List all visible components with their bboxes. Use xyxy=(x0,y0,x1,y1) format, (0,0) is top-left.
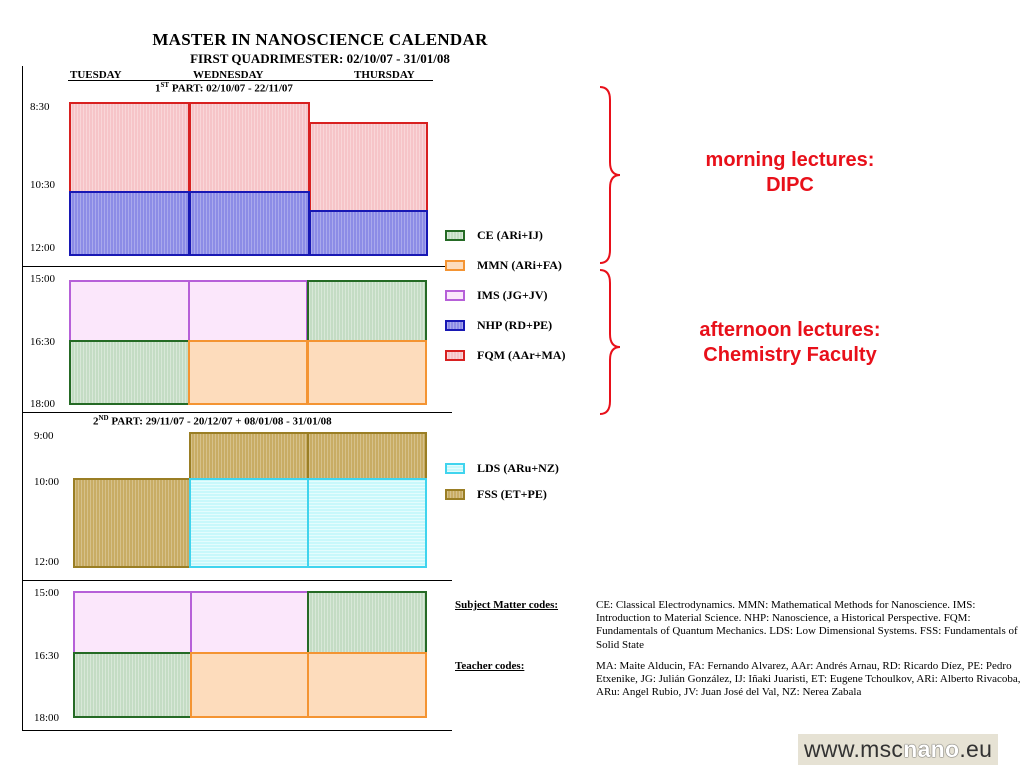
legend-label: FQM (AAr+MA) xyxy=(477,347,566,362)
lecture-block-fqm xyxy=(309,122,428,212)
legend-swatch-nhp xyxy=(445,320,465,331)
day-header-tuesday: TUESDAY xyxy=(70,69,122,81)
lecture-block-mmn xyxy=(307,652,427,718)
legend-label: FSS (ET+PE) xyxy=(477,486,547,501)
legend-swatch-fqm xyxy=(445,350,465,361)
time-label: 10:30 xyxy=(30,179,56,191)
lecture-block-fqm xyxy=(189,102,310,193)
lecture-block-fss xyxy=(73,478,191,568)
calendar-subtitle: FIRST QUADRIMESTER: 02/10/07 - 31/01/08 xyxy=(190,51,450,66)
calendar-frame-bottom xyxy=(22,730,452,731)
calendar-frame-left xyxy=(22,66,23,730)
time-label: 10:00 xyxy=(34,476,60,488)
afternoon-lectures-note xyxy=(655,318,925,368)
lecture-block-ce xyxy=(307,591,427,654)
legend-label: NHP (RD+PE) xyxy=(477,317,553,332)
lecture-block-lds xyxy=(307,478,427,568)
lecture-block-mmn xyxy=(307,340,427,405)
lecture-block-fss xyxy=(189,432,309,480)
lecture-block-ce xyxy=(73,652,192,718)
legend-label: MMN (ARi+FA) xyxy=(477,257,562,272)
time-label: 9:00 xyxy=(34,430,54,442)
time-label: 15:00 xyxy=(34,587,60,599)
lecture-block-ce xyxy=(307,280,427,342)
mscnano-logo[interactable]: www.mscnano.eu xyxy=(798,734,998,765)
day-header-thursday: THURSDAY xyxy=(354,69,415,81)
part-one-label: 1ST PART: 02/10/07 - 22/11/07 xyxy=(155,81,293,95)
legend-item-lds xyxy=(445,460,559,476)
legend-item-ce xyxy=(445,227,565,243)
legend-item-ims xyxy=(445,287,565,303)
lecture-block-lds xyxy=(189,478,309,568)
legend-label: IMS (JG+JV) xyxy=(477,287,548,302)
note-line: afternoon lectures: xyxy=(699,319,881,341)
section-divider xyxy=(22,412,452,413)
note-line: Chemistry Faculty xyxy=(703,344,877,366)
lecture-block-ce xyxy=(69,340,190,405)
day-header-wednesday: WEDNESDAY xyxy=(193,69,264,81)
legend-swatch-ims xyxy=(445,290,465,301)
time-label: 15:00 xyxy=(30,273,56,285)
lecture-block-ims xyxy=(188,280,308,342)
legend-item-fss xyxy=(445,486,559,502)
time-label: 12:00 xyxy=(34,556,60,568)
lecture-block-fqm xyxy=(69,102,190,193)
legend-label: CE (ARi+IJ) xyxy=(477,227,543,242)
legend-swatch-mmn xyxy=(445,260,465,271)
legend-label: LDS (ARu+NZ) xyxy=(477,460,559,475)
lecture-block-fss xyxy=(307,432,427,480)
morning-brace-icon xyxy=(596,84,626,420)
legend-part-two xyxy=(445,460,559,502)
time-label: 12:00 xyxy=(30,242,56,254)
lecture-block-mmn xyxy=(188,340,308,405)
legend-part-one xyxy=(445,227,565,363)
section-divider xyxy=(22,266,452,267)
note-line: DIPC xyxy=(766,174,814,196)
legend-item-nhp xyxy=(445,317,565,333)
time-label: 16:30 xyxy=(30,336,56,348)
legend-item-fqm xyxy=(445,347,565,363)
legend-swatch-fss xyxy=(445,489,465,500)
lecture-block-nhp xyxy=(69,191,190,256)
lecture-block-mmn xyxy=(190,652,309,718)
time-label: 16:30 xyxy=(34,650,60,662)
lecture-block-nhp xyxy=(309,210,428,256)
time-label: 18:00 xyxy=(30,398,56,410)
teacher-codes-text: MA: Maite Alducin, FA: Fernando Alvarez, AAr: Andrés Arnau, RD: Ricardo Díez, PE: Pedro Etxenike, JG: Julián González, IJ: Iñaki Juaristi, ET: Eugene Tchoulkov, ARi: Alberto Rivacoba, ARu: Angel Rubio, JV: Juan José del Val, NZ: Nerea Zabala xyxy=(596,660,1021,699)
morning-lectures-note xyxy=(660,148,920,198)
time-label: 18:00 xyxy=(34,712,60,724)
lecture-block-ims xyxy=(73,591,192,654)
teacher-codes-label: Teacher codes: xyxy=(455,660,525,672)
legend-swatch-lds xyxy=(445,463,465,474)
lecture-block-ims xyxy=(69,280,190,342)
legend-swatch-ce xyxy=(445,230,465,241)
part-two-label: 2ND PART: 29/11/07 - 20/12/07 + 08/01/08 - 31/01/08 xyxy=(93,414,332,428)
subject-codes-text: CE: Classical Electrodynamics. MMN: Mathematical Methods for Nanoscience. IMS: Introduction to Material Science. NHP: Nanoscience, a Historical Perspective. FQM: Fundamentals of Quantum Mechanics. LDS: Low Dimensional Systems. FSS: Fundamentals of Solid State xyxy=(596,599,1018,651)
subject-codes-label: Subject Matter codes: xyxy=(455,599,559,611)
legend-item-mmn xyxy=(445,257,565,273)
calendar-title: MASTER IN NANOSCIENCE CALENDAR xyxy=(152,30,488,49)
time-label: 8:30 xyxy=(30,101,50,113)
lecture-block-ims xyxy=(190,591,309,654)
section-divider xyxy=(22,580,452,581)
note-line: morning lectures: xyxy=(705,149,875,171)
lecture-block-nhp xyxy=(189,191,310,256)
